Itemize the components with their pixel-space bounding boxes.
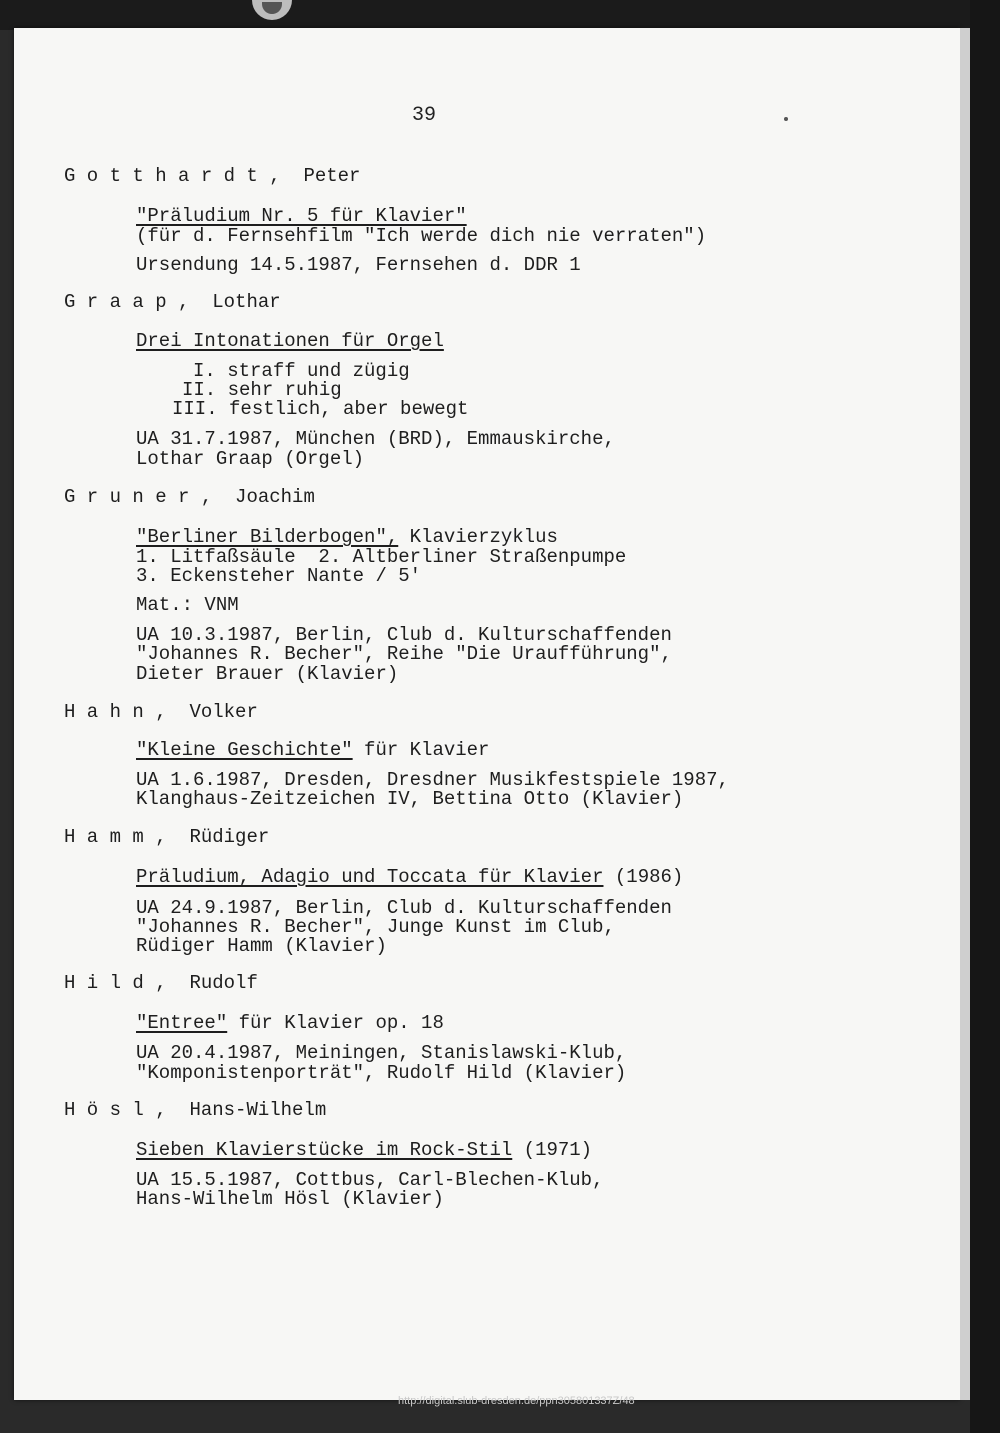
premiere-line: UA 15.5.1987, Cottbus, Carl-Blechen-Klub, [136, 1169, 604, 1191]
premiere-line: Klanghaus-Zeitzeichen IV, Bettina Otto (Klavier) [136, 788, 684, 810]
composer-heading [64, 292, 281, 312]
work-title: Präludium, Adagio und Toccata für Klavier [136, 866, 604, 888]
work-detail-line: 1. Litfaßsäule 2. Altberliner Straßenpumpe [136, 546, 627, 568]
work-title: Drei Intonationen für Orgel [136, 330, 444, 352]
work-title-suffix: für Klavier op. 18 [227, 1012, 444, 1034]
composer-heading [64, 487, 315, 507]
movement-line: III. festlich, aber bewegt [172, 398, 469, 420]
composer-surname: H ö s l , [64, 1099, 167, 1121]
composer-heading [64, 973, 258, 993]
work-title-line [136, 527, 558, 547]
movement-line: I. straff und zügig [193, 360, 410, 382]
material-line: Mat.: VNM [136, 594, 239, 616]
work-detail-line: 3. Eckensteher Nante / 5' [136, 565, 422, 587]
premiere-line: Hans-Wilhelm Hösl (Klavier) [136, 1188, 444, 1210]
composer-heading [64, 702, 258, 722]
composer-heading [64, 1100, 326, 1120]
work-title: "Berliner Bilderbogen", [136, 526, 399, 548]
premiere-line: Rüdiger Hamm (Klavier) [136, 935, 387, 957]
work-title-suffix: (1986) [603, 866, 684, 888]
work-title-line [136, 740, 489, 760]
premiere-line: Dieter Brauer (Klavier) [136, 663, 399, 685]
composer-surname: G r a a p , [64, 291, 190, 313]
composer-firstname: Rudolf [189, 972, 258, 994]
work-title: "Präludium Nr. 5 für Klavier" [136, 205, 467, 227]
work-title: "Entree" [136, 1012, 228, 1034]
scan-background-top [0, 0, 1000, 30]
composer-surname: G o t t h a r d t , [64, 165, 281, 187]
premiere-line: UA 10.3.1987, Berlin, Club d. Kulturschaffenden [136, 624, 672, 646]
work-title-suffix: (1971) [512, 1139, 593, 1161]
composer-firstname: Joachim [235, 486, 315, 508]
composer-firstname: Lothar [212, 291, 281, 313]
composer-surname: G r u n e r , [64, 486, 213, 508]
page-number: 39 [412, 104, 437, 127]
composer-surname: H a h n , [64, 701, 167, 723]
composer-firstname: Hans-Wilhelm [189, 1099, 327, 1121]
premiere-line: UA 31.7.1987, München (BRD), Emmauskirche, [136, 428, 615, 450]
composer-firstname: Peter [303, 165, 361, 187]
premiere-line: UA 20.4.1987, Meiningen, Stanislawski-Klub, [136, 1042, 627, 1064]
work-title-suffix: für Klavier [352, 739, 490, 761]
scan-background-right [970, 0, 1000, 1433]
ink-speck [784, 117, 788, 121]
premiere-line: Ursendung 14.5.1987, Fernsehen d. DDR 1 [136, 254, 581, 276]
composer-firstname: Volker [189, 701, 258, 723]
work-title-line [136, 1013, 444, 1033]
premiere-line: "Johannes R. Becher", Reihe "Die Uraufführung", [136, 643, 672, 665]
work-title-line [136, 867, 683, 887]
premiere-line: Lothar Graap (Orgel) [136, 448, 365, 470]
work-detail-line: (für d. Fernsehfilm "Ich werde dich nie verraten") [136, 225, 707, 247]
movement-line: II. sehr ruhig [182, 379, 342, 401]
premiere-line: "Komponistenporträt", Rudolf Hild (Klavier) [136, 1062, 627, 1084]
composer-surname: H i l d , [64, 972, 167, 994]
work-title: Sieben Klavierstücke im Rock-Stil [136, 1139, 513, 1161]
work-title-suffix: Klavierzyklus [398, 526, 558, 548]
work-title: "Kleine Geschichte" [136, 739, 353, 761]
premiere-line: UA 1.6.1987, Dresden, Dresdner Musikfestspiele 1987, [136, 769, 729, 791]
composer-heading [64, 166, 360, 186]
composer-surname: H a m m , [64, 826, 167, 848]
premiere-line: "Johannes R. Becher", Junge Kunst im Club, [136, 916, 615, 938]
work-title-line [136, 1140, 592, 1160]
page-edge [960, 28, 970, 1400]
premiere-line: UA 24.9.1987, Berlin, Club d. Kulturschaffenden [136, 897, 672, 919]
source-url-watermark: http://digital.slub-dresden.de/ppn305801337Z/48 [398, 1395, 635, 1407]
composer-heading [64, 827, 269, 847]
composer-firstname: Rüdiger [189, 826, 270, 848]
